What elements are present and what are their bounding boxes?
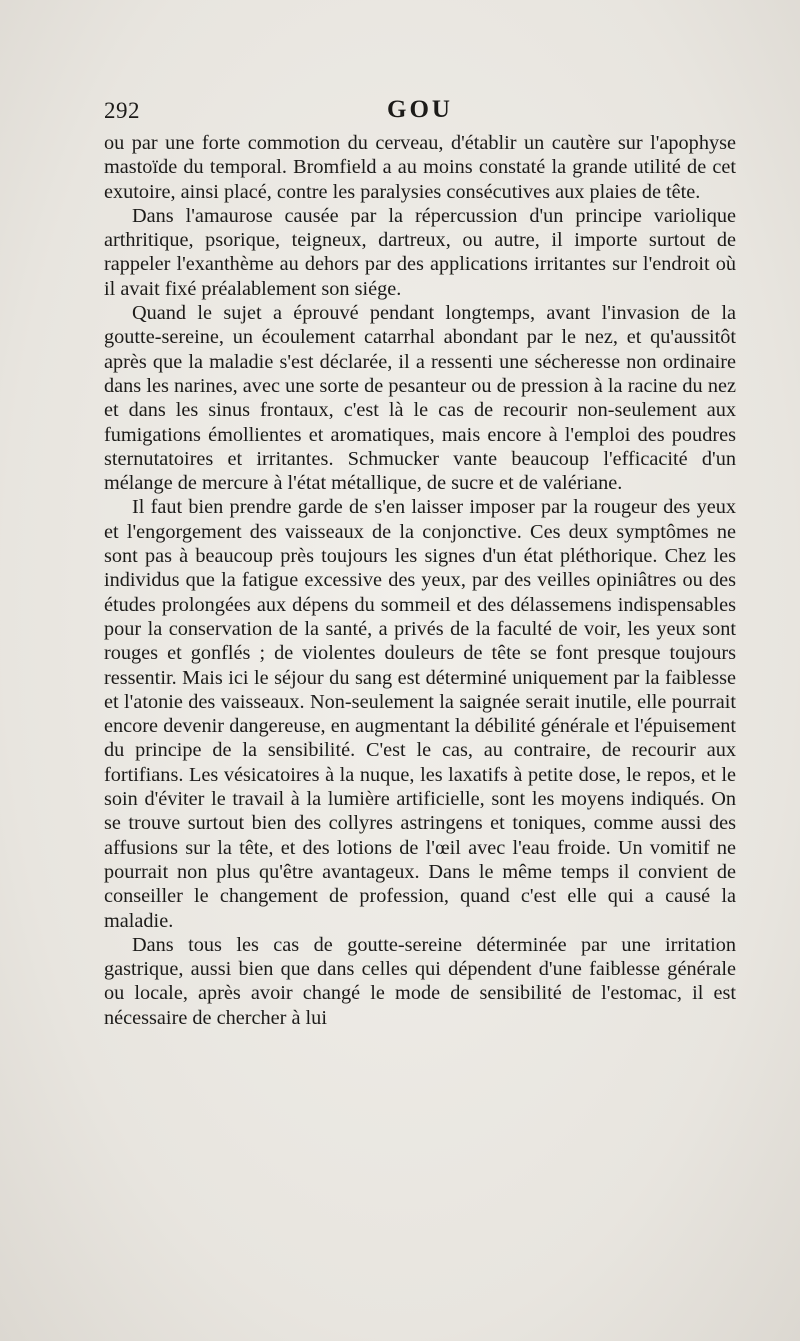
paragraph: ou par une forte commotion du cerveau, d'établir un cautère sur l'apophyse mastoïde du temporal. Bromfield a au moins constaté la grande utilité de cet exutoire, ainsi placé, contre les paralysies consécutives aux plaies de tête. xyxy=(104,132,736,203)
paragraph: Dans tous les cas de goutte-sereine déterminée par une irritation gastrique, aussi bien que dans celles qui dépendent d'une faiblesse générale ou locale, après avoir changé le mode de sensibilité de l'estomac, il est nécessaire de chercher à lui xyxy=(104,933,736,1029)
page-number: 292 xyxy=(104,98,140,123)
running-title: GOU xyxy=(387,96,453,123)
paragraph: Dans l'amaurose causée par la répercussion d'un principe variolique arthritique, psorique, teigneux, dartreux, ou autre, il importe surtout de rappeler l'exanthème au dehors par des applications irritantes sur l'endroit où il avait fixé préalablement son siége. xyxy=(104,204,736,300)
body-text xyxy=(104,131,736,1030)
paragraph: Quand le sujet a éprouvé pendant longtemps, avant l'invasion de la goutte-sereine, un écoulement catarrhal abondant par le nez, et qu'aussitôt après que la maladie s'est déclarée, il a ressenti une sécheresse non ordinaire dans les narines, avec une sorte de pesanteur ou de pression à la racine du nez et dans les sinus frontaux, c'est là le cas de recourir non-seulement aux fumigations émollientes et aromatiques, mais encore à l'emploi des poudres sternutatoires et irritantes. Schmucker vante beaucoup l'efficacité d'un mélange de mercure à l'état métallique, de sucre et de valériane. xyxy=(104,302,736,495)
paragraph: Il faut bien prendre garde de s'en laisser imposer par la rougeur des yeux et l'engorgement des vaisseaux de la conjonctive. Ces deux symptômes ne sont pas à beaucoup près toujours les signes d'un état pléthorique. Chez les individus que la fatigue excessive des yeux, par des veilles opiniâtres ou des études prolongées aux dépens du sommeil et des délassemens indispensables pour la conservation de la santé, a privés de la faculté de voir, les yeux sont rouges et gonflés ; de violentes douleurs de tête se font presque toujours ressentir. Mais ici le séjour du sang est déterminé uniquement par la faiblesse et l'atonie des vaisseaux. Non-seulement la saignée serait inutile, elle pourrait encore devenir dangereuse, en augmentant la débilité générale et l'épuisement du principe de la sensibilité. C'est le cas, au contraire, de recourir aux fortifians. Les vésicatoires à la nuque, les laxatifs à petite dose, le repos, et le soin d'éviter le travail à la lumière artificielle, sont les moyens indiqués. On se trouve surtout bien des collyres astringens et toniques, comme aussi des affusions sur la tête, et des lotions de l'œil avec l'eau froide. Un vomitif ne pourrait non plus qu'être avantageux. Dans le même temps il convient de conseiller le changement de profession, quand c'est elle qui a causé la maladie. xyxy=(104,496,736,932)
page-header xyxy=(104,96,736,128)
